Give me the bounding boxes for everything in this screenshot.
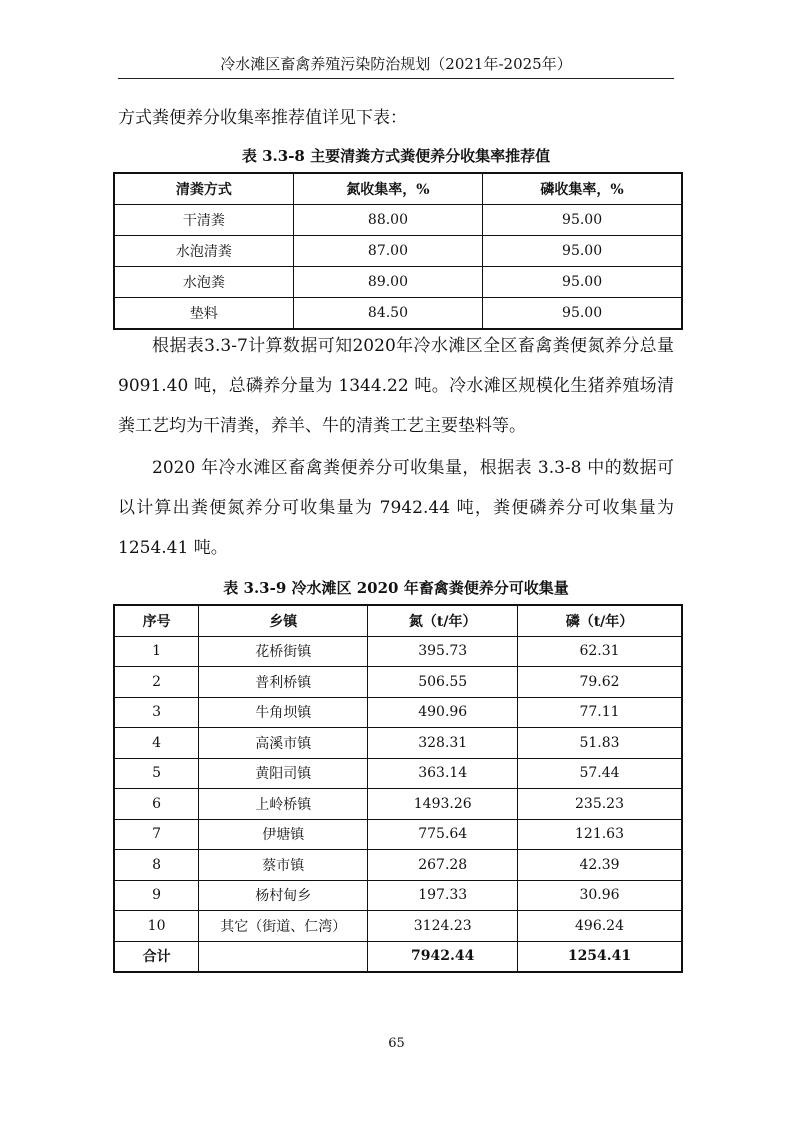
table-cell: 3 [114, 697, 199, 728]
table-cell: 伊塘镇 [199, 819, 368, 850]
table-cell: 84.50 [293, 298, 482, 330]
table-row [114, 819, 682, 850]
table-cell: 普利桥镇 [199, 667, 368, 698]
table-total-row [114, 941, 682, 972]
table-row [114, 880, 682, 911]
table-cell: 328.31 [368, 728, 518, 759]
table1-caption: 表 3.3-8 主要清粪方式粪便养分收集率推荐值 [241, 147, 551, 165]
table-cell: 235.23 [518, 789, 683, 820]
table-header-row [114, 605, 682, 636]
table-cell: 79.62 [518, 667, 683, 698]
table-cell: 267.28 [368, 850, 518, 881]
table-row [114, 267, 682, 298]
table-cell: 牛角坝镇 [199, 697, 368, 728]
table-cell: 197.33 [368, 880, 518, 911]
collectable-amount-table [113, 604, 683, 973]
table-cell: 95.00 [483, 298, 682, 330]
running-header: 冷水滩区畜禽养殖污染防治规划（2021年-2025年） [118, 54, 674, 79]
table2-caption: 表 3.3-9 冷水滩区 2020 年畜禽粪便养分可收集量 [223, 579, 569, 597]
table-cell: 干清粪 [114, 205, 293, 236]
header-cell: 氮（t/年） [368, 605, 518, 636]
table-row [114, 728, 682, 759]
table-cell: 黄阳司镇 [199, 758, 368, 789]
table-cell: 7942.44 [368, 941, 518, 972]
table-cell: 3124.23 [368, 911, 518, 942]
table-row [114, 697, 682, 728]
table-cell: 51.83 [518, 728, 683, 759]
table-cell: 57.44 [518, 758, 683, 789]
table-cell: 10 [114, 911, 199, 942]
table-cell: 5 [114, 758, 199, 789]
body-paragraph: 根据表3.3-7计算数据可知2020年冷水滩区全区畜禽粪便氮养分总量 9091.40 吨，总磷养分量为 1344.22 吨。冷水滩区规模化生猪养殖场清粪工艺均为干清粪，养羊、牛的清粪工艺主要垫料等。 [118, 336, 674, 436]
table-row [114, 236, 682, 267]
table-row [114, 850, 682, 881]
header-cell: 清粪方式 [114, 173, 293, 205]
table-cell: 395.73 [368, 636, 518, 667]
table-cell: 88.00 [293, 205, 482, 236]
table-cell: 89.00 [293, 267, 482, 298]
table-cell: 6 [114, 789, 199, 820]
header-cell: 磷（t/年） [518, 605, 683, 636]
table-cell: 1493.26 [368, 789, 518, 820]
table-row [114, 667, 682, 698]
table-header-row [114, 173, 682, 205]
table-cell: 9 [114, 880, 199, 911]
table-cell [199, 941, 368, 972]
header-cell: 磷收集率，% [483, 173, 682, 205]
table-cell: 其它（街道、仁湾） [199, 911, 368, 942]
table-cell: 7 [114, 819, 199, 850]
table-row [114, 298, 682, 330]
table-cell: 490.96 [368, 697, 518, 728]
table-cell: 4 [114, 728, 199, 759]
table-cell: 2 [114, 667, 199, 698]
table-cell: 高溪市镇 [199, 728, 368, 759]
collection-rate-table [113, 172, 683, 330]
table-cell: 87.00 [293, 236, 482, 267]
header-cell: 序号 [114, 605, 199, 636]
header-cell: 氮收集率，% [293, 173, 482, 205]
table-cell: 8 [114, 850, 199, 881]
table-cell: 95.00 [483, 205, 682, 236]
table-cell: 合计 [114, 941, 199, 972]
table-cell: 77.11 [518, 697, 683, 728]
table-cell: 上岭桥镇 [199, 789, 368, 820]
table-cell: 496.24 [518, 911, 683, 942]
table-cell: 95.00 [483, 267, 682, 298]
table-cell: 花桥街镇 [199, 636, 368, 667]
table-cell: 垫料 [114, 298, 293, 330]
table-cell: 30.96 [518, 880, 683, 911]
table-cell: 1 [114, 636, 199, 667]
table-cell: 121.63 [518, 819, 683, 850]
body-paragraph: 2020 年冷水滩区畜禽粪便养分可收集量，根据表 3.3-8 中的数据可以计算出粪便氮养分可收集量为 7942.44 吨，粪便磷养分可收集量为 1254.41 吨。 [118, 458, 674, 558]
table-cell: 水泡粪 [114, 267, 293, 298]
header-cell: 乡镇 [199, 605, 368, 636]
table-row [114, 205, 682, 236]
table-cell: 蔡市镇 [199, 850, 368, 881]
table-cell: 1254.41 [518, 941, 683, 972]
table-row [114, 789, 682, 820]
table-cell: 62.31 [518, 636, 683, 667]
table-cell: 363.14 [368, 758, 518, 789]
table-cell: 杨村甸乡 [199, 880, 368, 911]
table-cell: 42.39 [518, 850, 683, 881]
page-number: 65 [388, 1036, 405, 1051]
table-row [114, 636, 682, 667]
table-cell: 775.64 [368, 819, 518, 850]
table-row [114, 758, 682, 789]
table-cell: 水泡清粪 [114, 236, 293, 267]
table-cell: 506.55 [368, 667, 518, 698]
intro-text: 方式粪便养分收集率推荐值详见下表： [118, 108, 407, 128]
table-row [114, 911, 682, 942]
table-cell: 95.00 [483, 236, 682, 267]
